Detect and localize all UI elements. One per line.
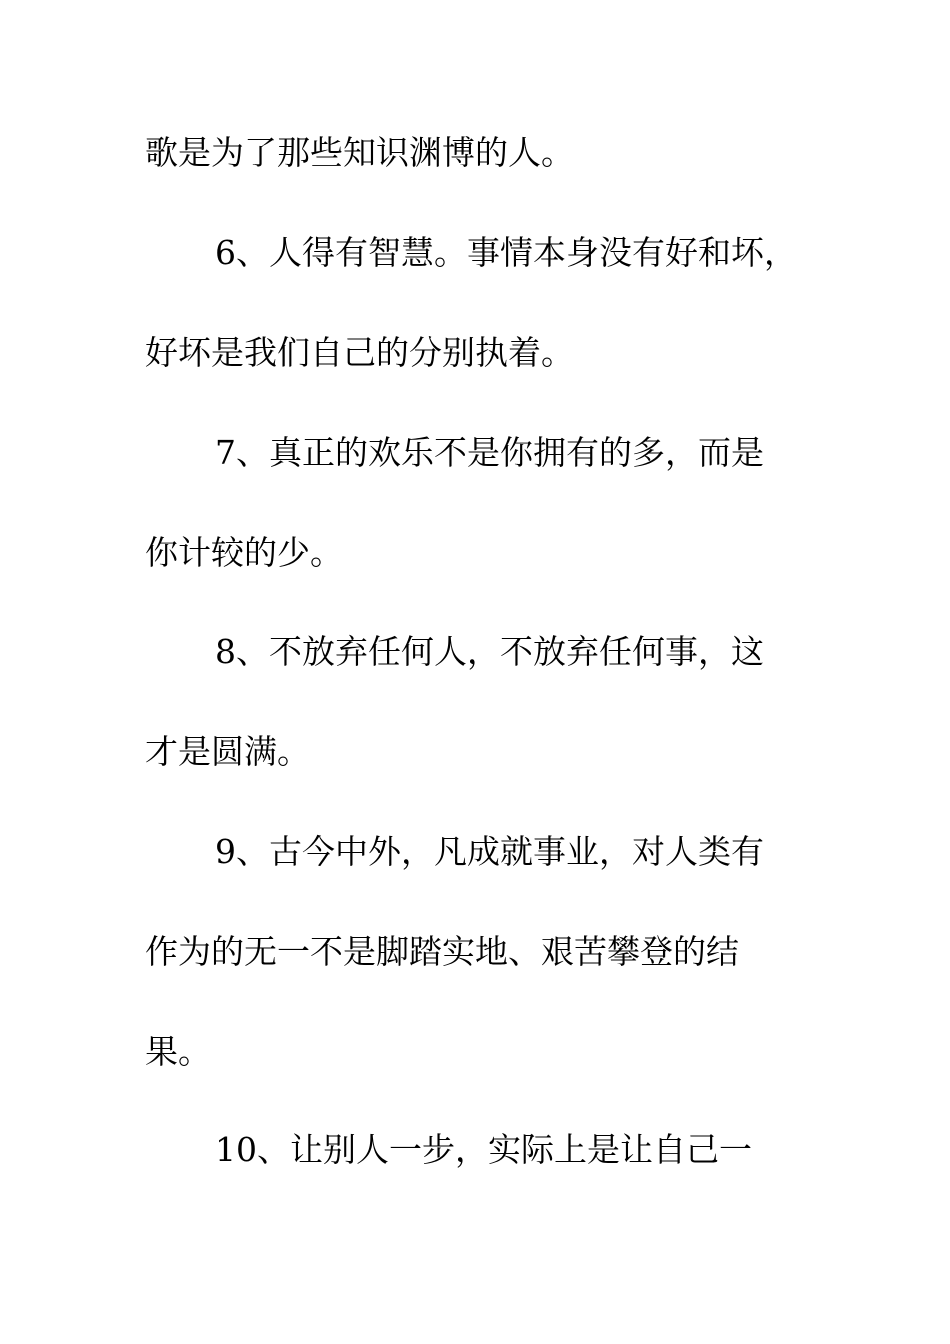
text-line-7: 才是圆满。 — [145, 732, 310, 771]
text-line-10: 果。 — [145, 1032, 211, 1071]
text-line-5: 你计较的少。 — [145, 533, 343, 572]
text-line-9: 作为的无一不是脚踏实地、艰苦攀登的结 — [145, 932, 739, 971]
text-line-11: 10、让别人一步，实际上是让自己一 — [215, 1130, 752, 1169]
text-line-4: 7、真正的欢乐不是你拥有的多，而是 — [215, 433, 764, 472]
text-line-8: 9、古今中外，凡成就事业，对人类有 — [215, 832, 764, 871]
text-line-6: 8、不放弃任何人，不放弃任何事，这 — [215, 632, 764, 671]
text-line-1: 歌是为了那些知识渊博的人。 — [145, 133, 574, 172]
text-line-2: 6、人得有智慧。事情本身没有好和坏， — [215, 233, 797, 272]
text-line-3: 好坏是我们自己的分别执着。 — [145, 333, 574, 372]
